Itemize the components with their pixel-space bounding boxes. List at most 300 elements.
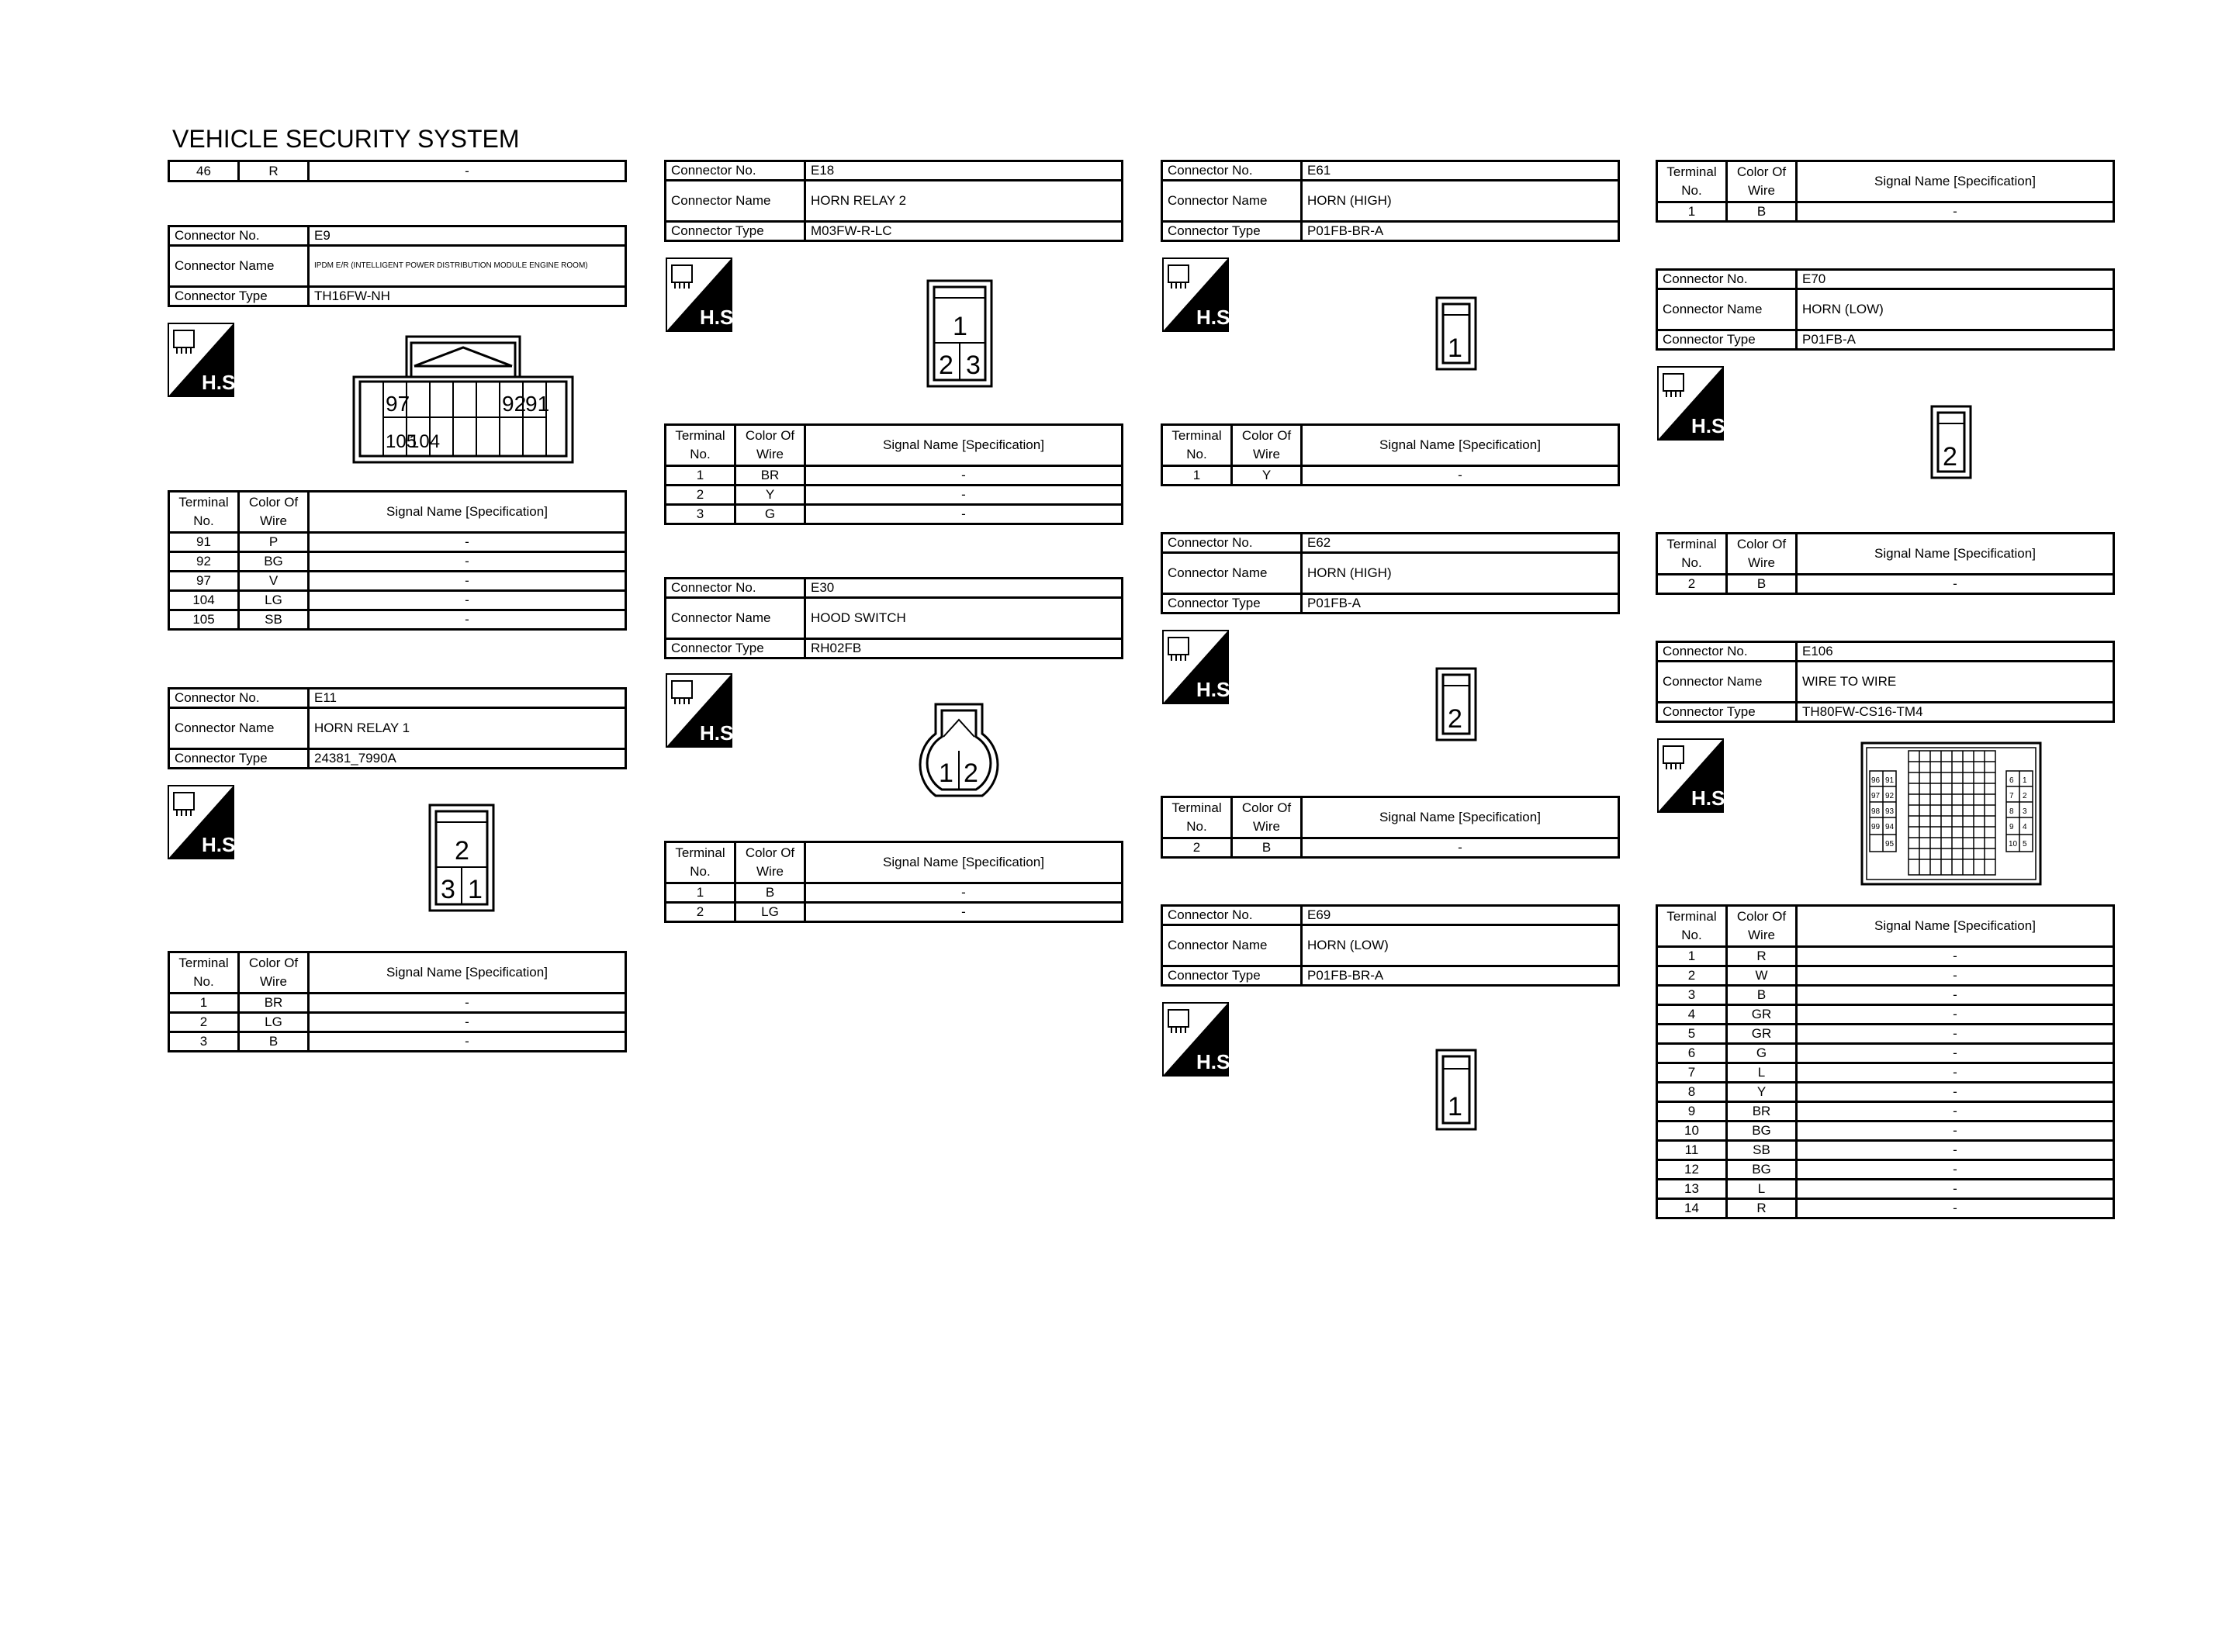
color-header: Color Of Wire: [1727, 906, 1797, 947]
pin-label: 94: [1885, 823, 1895, 831]
connector-type-value: TH16FW-NH: [309, 287, 626, 306]
table-row: [1657, 1005, 2114, 1025]
connector-name-value: HORN (HIGH): [1302, 181, 1619, 222]
pin-label: 10: [2009, 840, 2018, 848]
connector-no-label: Connector No.: [169, 226, 309, 246]
connector-e9-info: [168, 225, 627, 307]
connector-e62-face: [1435, 667, 1477, 741]
connector-name-label: Connector Name: [1162, 925, 1302, 966]
connector-name-label: Connector Name: [169, 708, 309, 749]
pin-label: 105: [386, 431, 417, 452]
terminal-rows: [666, 466, 1123, 524]
connector-type-label: Connector Type: [169, 749, 309, 769]
table-row: [169, 610, 626, 630]
table-row: [666, 883, 1123, 903]
pin-label: 98: [1871, 807, 1881, 816]
connector-name-label: Connector Name: [1162, 181, 1302, 222]
connector-type-value: TH80FW-CS16-TM4: [1797, 703, 2114, 722]
terminal-cell: 105: [169, 610, 239, 630]
pin-label: 2: [1943, 442, 1957, 472]
terminal-cell: 1: [666, 466, 735, 486]
terminal-header: Terminal No.: [666, 842, 735, 883]
color-cell: GR: [1727, 1005, 1797, 1025]
table-row: [1657, 1083, 2114, 1102]
terminal-cell: 1: [666, 883, 735, 903]
connector-name-value: WIRE TO WIRE: [1797, 662, 2114, 703]
connector-no-value: E62: [1302, 534, 1619, 553]
terminal-header: Terminal No.: [169, 952, 239, 994]
terminal-cell: 2: [1657, 966, 1727, 986]
connector-e11-terminals: [168, 951, 627, 1052]
color-cell: R: [1727, 947, 1797, 966]
table-row: [169, 533, 626, 552]
signal-header: Signal Name [Specification]: [1797, 161, 2114, 202]
terminal-cell: 1: [1657, 947, 1727, 966]
pin-label: 99: [1871, 823, 1881, 831]
harness-side-icon: [666, 673, 739, 748]
pin-label: 3: [966, 351, 981, 380]
pin-label: 2: [2023, 792, 2027, 800]
signal-cell: -: [805, 466, 1123, 486]
connector-name-label: Connector Name: [1657, 662, 1797, 703]
signal-cell: -: [1797, 1102, 2114, 1121]
terminal-rows: [1162, 838, 1619, 858]
terminal-header: Terminal No.: [1657, 161, 1727, 202]
connector-no-label: Connector No.: [1657, 270, 1797, 289]
connector-no-label: Connector No.: [1657, 642, 1797, 662]
connector-no-value: E106: [1797, 642, 2114, 662]
color-header: Color Of Wire: [1232, 797, 1302, 838]
signal-header: Signal Name [Specification]: [805, 425, 1123, 466]
color-cell: Y: [1727, 1083, 1797, 1102]
signal-cell: -: [309, 610, 626, 630]
color-header: Color Of Wire: [239, 492, 309, 533]
hs-label: H.S.: [700, 721, 739, 745]
connector-no-label: Connector No.: [1162, 534, 1302, 553]
signal-cell: -: [309, 1032, 626, 1052]
signal-cell: -: [1797, 1083, 2114, 1102]
pin-label: 93: [1885, 807, 1895, 816]
pin-label: 8: [2009, 807, 2014, 816]
terminal-cell: 5: [1657, 1025, 1727, 1044]
table-row: [666, 903, 1123, 922]
connector-type-label: Connector Type: [1162, 594, 1302, 613]
connector-name-value: IPDM E/R (INTELLIGENT POWER DISTRIBUTION MODULE ENGINE ROOM): [309, 246, 626, 287]
connector-name-label: Connector Name: [1657, 289, 1797, 330]
terminal-cell: 2: [666, 903, 735, 922]
color-cell: BG: [1727, 1160, 1797, 1180]
connector-e62-terminals: [1161, 796, 1620, 859]
hs-label: H.S.: [1691, 786, 1731, 810]
terminal-cell: 46: [169, 161, 239, 181]
connector-name-value: HORN (LOW): [1302, 925, 1619, 966]
pin-label: 91: [1885, 776, 1895, 785]
pin-label: 97: [386, 392, 410, 416]
color-cell: Y: [735, 486, 805, 505]
pin-label: 1: [939, 759, 953, 788]
harness-side-icon: [168, 323, 241, 397]
terminal-cell: 12: [1657, 1160, 1727, 1180]
connector-e61-info: [1161, 160, 1620, 242]
terminal-cell: 1: [1657, 202, 1727, 222]
hs-label: H.S.: [202, 371, 241, 394]
terminal-cell: 4: [1657, 1005, 1727, 1025]
pin-label: 97: [1871, 792, 1881, 800]
connector-e69-face: [1435, 1049, 1477, 1131]
connector-type-value: 24381_7990A: [309, 749, 626, 769]
harness-side-icon: [1162, 630, 1236, 704]
color-cell: W: [1727, 966, 1797, 986]
pin-label: 5: [2023, 840, 2027, 848]
connector-e30-info: [664, 577, 1123, 659]
signal-cell: -: [805, 883, 1123, 903]
harness-side-icon: [666, 257, 739, 332]
terminal-rows: [1657, 575, 2114, 594]
color-cell: BR: [1727, 1102, 1797, 1121]
connector-type-value: P01FB-BR-A: [1302, 222, 1619, 241]
connector-no-label: Connector No.: [169, 689, 309, 708]
signal-header: Signal Name [Specification]: [309, 492, 626, 533]
harness-side-icon: [168, 785, 241, 859]
connector-e18-terminals: [664, 423, 1123, 525]
connector-name-value: HOOD SWITCH: [805, 598, 1123, 639]
color-header: Color Of Wire: [735, 842, 805, 883]
color-header: Color Of Wire: [1727, 161, 1797, 202]
connector-name-label: Connector Name: [1162, 553, 1302, 594]
pin-label: 91: [525, 392, 550, 416]
connector-no-label: Connector No.: [1162, 906, 1302, 925]
pin-label: 9: [2009, 823, 2014, 831]
signal-cell: -: [1797, 966, 2114, 986]
connector-type-value: M03FW-R-LC: [805, 222, 1123, 241]
signal-header: Signal Name [Specification]: [309, 952, 626, 994]
signal-cell: -: [1797, 1121, 2114, 1141]
terminal-cell: 13: [1657, 1180, 1727, 1199]
connector-type-label: Connector Type: [666, 639, 805, 658]
terminal-cell: 2: [1162, 838, 1232, 858]
table-row: [169, 552, 626, 572]
color-cell: P: [239, 533, 309, 552]
color-cell: B: [1232, 838, 1302, 858]
color-cell: G: [735, 505, 805, 524]
table-row: [666, 466, 1123, 486]
pin-label: 95: [1885, 840, 1895, 848]
connector-e18-info: [664, 160, 1123, 242]
signal-cell: -: [309, 994, 626, 1013]
color-cell: BR: [735, 466, 805, 486]
table-row: [1657, 947, 2114, 966]
signal-cell: -: [805, 505, 1123, 524]
terminal-cell: 10: [1657, 1121, 1727, 1141]
connector-no-value: E70: [1797, 270, 2114, 289]
pin-label: 92: [1885, 792, 1895, 800]
signal-cell: -: [1797, 1160, 2114, 1180]
connector-type-value: RH02FB: [805, 639, 1123, 658]
color-cell: Y: [1232, 466, 1302, 486]
page-title: VEHICLE SECURITY SYSTEM: [172, 125, 520, 153]
color-cell: B: [1727, 202, 1797, 222]
hs-label: H.S.: [1196, 1050, 1236, 1073]
terminal-cell: 14: [1657, 1199, 1727, 1218]
signal-cell: -: [1797, 1025, 2114, 1044]
table-row: [1657, 1102, 2114, 1121]
terminal-cell: 2: [1657, 575, 1727, 594]
hs-label: H.S.: [1691, 414, 1731, 437]
color-header: Color Of Wire: [1727, 534, 1797, 575]
terminal-cell: 8: [1657, 1083, 1727, 1102]
pin-label: 96: [1871, 776, 1881, 785]
signal-cell: -: [309, 552, 626, 572]
color-cell: B: [1727, 986, 1797, 1005]
connector-e70-face: [1930, 405, 1972, 479]
connector-e9-terminals: [168, 490, 627, 631]
color-cell: GR: [1727, 1025, 1797, 1044]
terminal-rows: [666, 883, 1123, 922]
connector-e106-info: [1656, 641, 2115, 723]
terminal-rows: [1162, 466, 1619, 486]
terminal-cell: 91: [169, 533, 239, 552]
pin-label: 3: [2023, 807, 2027, 816]
color-cell: BG: [1727, 1121, 1797, 1141]
color-cell: R: [1727, 1199, 1797, 1218]
terminal-rows: [1657, 947, 2114, 1218]
terminal-cell: 1: [169, 994, 239, 1013]
table-row: [169, 1013, 626, 1032]
table-row: [169, 994, 626, 1013]
connector-no-value: E11: [309, 689, 626, 708]
terminal-header: Terminal No.: [1162, 797, 1232, 838]
terminal-cell: 2: [169, 1013, 239, 1032]
connector-no-value: E61: [1302, 161, 1619, 181]
harness-side-icon: [1162, 257, 1236, 332]
signal-header: Signal Name [Specification]: [1797, 906, 2114, 947]
table-row: [1657, 1199, 2114, 1218]
terminal-header: Terminal No.: [1657, 906, 1727, 947]
signal-cell: -: [1797, 1005, 2114, 1025]
color-cell: B: [735, 883, 805, 903]
hs-label: H.S.: [1196, 306, 1236, 329]
connector-no-label: Connector No.: [1162, 161, 1302, 181]
signal-cell: -: [1797, 1199, 2114, 1218]
signal-cell: -: [1797, 1141, 2114, 1160]
connector-type-label: Connector Type: [1162, 222, 1302, 241]
table-row: [1657, 966, 2114, 986]
connector-type-label: Connector Type: [1657, 703, 1797, 722]
hs-label: H.S.: [700, 306, 739, 329]
signal-header: Signal Name [Specification]: [1302, 425, 1619, 466]
connector-e11-info: [168, 687, 627, 769]
connector-e9-face: [352, 335, 577, 467]
connector-e69-info: [1161, 904, 1620, 987]
table-row: [169, 591, 626, 610]
signal-cell: -: [1302, 466, 1619, 486]
pin-label: 2: [939, 351, 953, 380]
connector-type-value: P01FB-A: [1797, 330, 2114, 350]
pin-label: 1: [468, 875, 483, 904]
terminal-cell: 104: [169, 591, 239, 610]
connector-e70-info: [1656, 268, 2115, 351]
signal-cell: -: [309, 591, 626, 610]
table-row: [1657, 1121, 2114, 1141]
color-cell: SB: [1727, 1141, 1797, 1160]
color-cell: LG: [735, 903, 805, 922]
color-cell: B: [239, 1032, 309, 1052]
connector-e61-face: [1435, 296, 1477, 371]
color-cell: L: [1727, 1063, 1797, 1083]
signal-cell: -: [309, 572, 626, 591]
connector-e70-terminals: [1656, 532, 2115, 595]
terminal-cell: 9: [1657, 1102, 1727, 1121]
terminal-rows: [169, 533, 626, 630]
table-row: [1657, 1063, 2114, 1083]
signal-cell: -: [1797, 1044, 2114, 1063]
connector-type-value: P01FB-BR-A: [1302, 966, 1619, 986]
harness-side-icon: [1162, 1002, 1236, 1077]
hs-label: H.S.: [202, 833, 241, 856]
table-row: [1657, 1044, 2114, 1063]
pin-label: 3: [441, 875, 455, 904]
table-row: [1657, 1180, 2114, 1199]
table-row: [1657, 202, 2114, 222]
connector-e106-terminals: [1656, 904, 2115, 1219]
terminal-header: Terminal No.: [666, 425, 735, 466]
signal-cell: -: [1797, 986, 2114, 1005]
terminal-cell: 1: [1162, 466, 1232, 486]
color-cell: R: [239, 161, 309, 181]
signal-header: Signal Name [Specification]: [805, 842, 1123, 883]
connector-e62-info: [1161, 532, 1620, 614]
connector-type-label: Connector Type: [169, 287, 309, 306]
signal-cell: -: [1797, 1063, 2114, 1083]
signal-cell: -: [309, 161, 626, 181]
connector-name-value: HORN RELAY 2: [805, 181, 1123, 222]
pin-label: 104: [409, 431, 441, 452]
connector-no-value: E30: [805, 579, 1123, 598]
signal-header: Signal Name [Specification]: [1797, 534, 2114, 575]
terminal-cell: 3: [666, 505, 735, 524]
pin-label: 7: [2009, 792, 2014, 800]
color-cell: G: [1727, 1044, 1797, 1063]
table-row: [1162, 838, 1619, 858]
connector-type-label: Connector Type: [1657, 330, 1797, 350]
table-row: [169, 161, 626, 181]
color-header: Color Of Wire: [735, 425, 805, 466]
connector-name-value: HORN RELAY 1: [309, 708, 626, 749]
pin-label: 4: [2023, 823, 2027, 831]
connector-name-label: Connector Name: [169, 246, 309, 287]
connector-no-label: Connector No.: [666, 161, 805, 181]
pin-label: 2: [964, 759, 978, 788]
pin-label: 92: [502, 392, 527, 416]
pin-label: 1: [1448, 334, 1462, 363]
connector-name-value: HORN (LOW): [1797, 289, 2114, 330]
pin-label: 1: [953, 312, 967, 341]
terminal-header: Terminal No.: [1162, 425, 1232, 466]
color-cell: SB: [239, 610, 309, 630]
table-row: [1657, 986, 2114, 1005]
terminal-cell: 3: [169, 1032, 239, 1052]
signal-cell: -: [309, 1013, 626, 1032]
color-cell: V: [239, 572, 309, 591]
harness-side-icon: [1657, 366, 1731, 441]
connector-e30-face: [919, 703, 999, 799]
table-row: [1657, 1025, 2114, 1044]
connector-name-value: HORN (HIGH): [1302, 553, 1619, 594]
table-row: [169, 1032, 626, 1052]
signal-cell: -: [309, 533, 626, 552]
color-cell: LG: [239, 1013, 309, 1032]
connector-no-value: E69: [1302, 906, 1619, 925]
connector-no-label: Connector No.: [666, 579, 805, 598]
color-cell: L: [1727, 1180, 1797, 1199]
connector-e69-terminals: [1656, 160, 2115, 223]
signal-cell: -: [1797, 202, 2114, 222]
connector-type-value: P01FB-A: [1302, 594, 1619, 613]
color-cell: B: [1727, 575, 1797, 594]
connector-name-label: Connector Name: [666, 181, 805, 222]
signal-cell: -: [805, 903, 1123, 922]
terminal-rows: [169, 994, 626, 1052]
signal-header: Signal Name [Specification]: [1302, 797, 1619, 838]
signal-cell: -: [805, 486, 1123, 505]
hs-label: H.S.: [1196, 678, 1236, 701]
terminal-cell: 2: [666, 486, 735, 505]
connector-no-value: E18: [805, 161, 1123, 181]
color-cell: BR: [239, 994, 309, 1013]
table-row: [666, 486, 1123, 505]
connector-e61-terminals: [1161, 423, 1620, 486]
color-header: Color Of Wire: [239, 952, 309, 994]
color-cell: BG: [239, 552, 309, 572]
connector-no-value: E9: [309, 226, 626, 246]
terminal-header: Terminal No.: [169, 492, 239, 533]
color-header: Color Of Wire: [1232, 425, 1302, 466]
terminal-cell: 97: [169, 572, 239, 591]
pin-label: 2: [455, 836, 469, 866]
connector-name-label: Connector Name: [666, 598, 805, 639]
signal-cell: -: [1797, 575, 2114, 594]
color-cell: LG: [239, 591, 309, 610]
signal-cell: -: [1302, 838, 1619, 858]
pin-label: 2: [1448, 704, 1462, 734]
connector-type-label: Connector Type: [1162, 966, 1302, 986]
connector-e11-face: [428, 804, 495, 912]
table-row: [1657, 1160, 2114, 1180]
continued-row-table: [168, 160, 627, 182]
signal-cell: -: [1797, 947, 2114, 966]
connector-e18-face: [926, 279, 993, 388]
terminal-cell: 3: [1657, 986, 1727, 1005]
terminal-cell: 6: [1657, 1044, 1727, 1063]
terminal-cell: 11: [1657, 1141, 1727, 1160]
pin-label: 1: [2023, 776, 2027, 785]
terminal-cell: 7: [1657, 1063, 1727, 1083]
table-row: [1162, 466, 1619, 486]
pin-label: 1: [1448, 1092, 1462, 1121]
table-row: [1657, 575, 2114, 594]
connector-type-label: Connector Type: [666, 222, 805, 241]
harness-side-icon: [1657, 738, 1731, 813]
terminal-header: Terminal No.: [1657, 534, 1727, 575]
signal-cell: -: [1797, 1180, 2114, 1199]
pin-label: 6: [2009, 776, 2014, 785]
terminal-cell: 92: [169, 552, 239, 572]
table-row: [666, 505, 1123, 524]
table-row: [169, 572, 626, 591]
connector-e30-terminals: [664, 841, 1123, 923]
connector-e106-face: [1860, 741, 2042, 887]
table-row: [1657, 1141, 2114, 1160]
